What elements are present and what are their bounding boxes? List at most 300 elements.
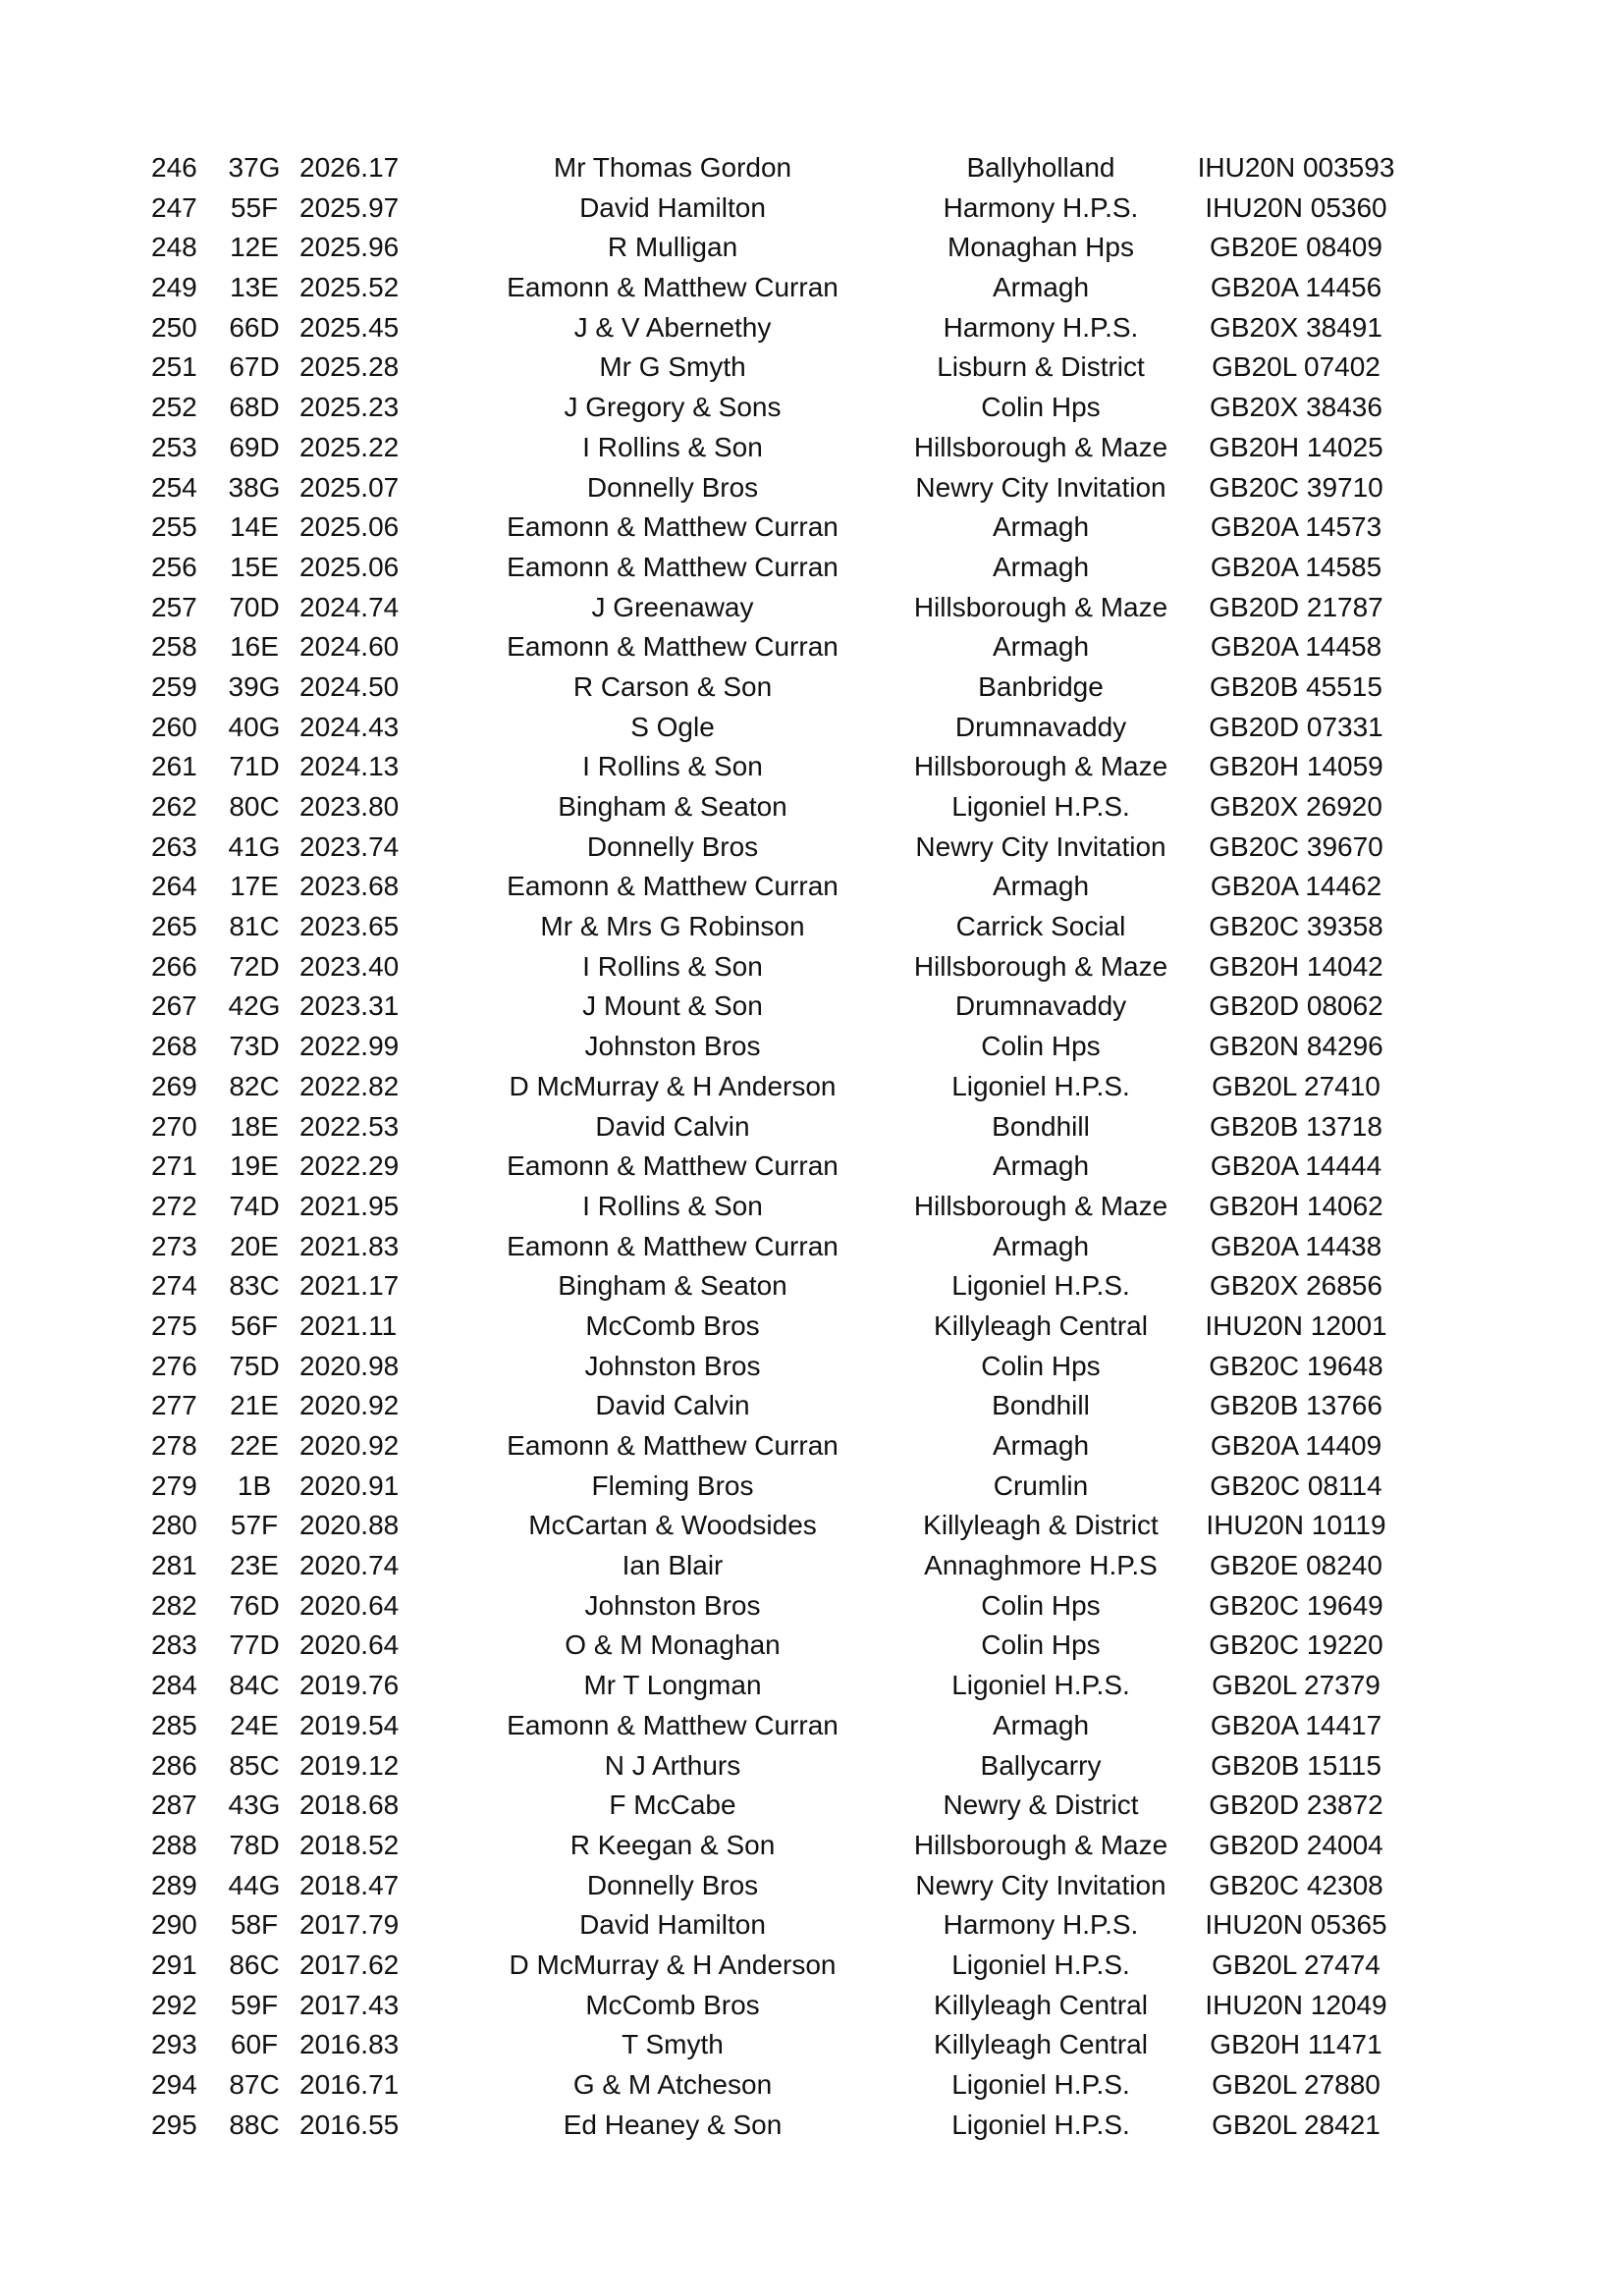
velocity-cell: 2020.74	[299, 1550, 400, 1581]
ring-number-cell: GB20D 08062	[1209, 990, 1383, 1022]
club-name-cell: Harmony H.P.S.	[943, 191, 1139, 223]
position-cell: 247	[151, 191, 197, 223]
club-name-cell: Crumlin	[993, 1469, 1089, 1501]
club-name-cell: Monaghan Hps	[947, 232, 1134, 263]
ring-number-cell: IHU20N 05360	[1205, 191, 1387, 223]
member-name-cell: S Ogle	[630, 711, 715, 742]
member-name-cell: I Rollins & Son	[582, 751, 763, 782]
club-name-cell: Drumnavaddy	[954, 990, 1127, 1022]
table-row	[137, 1786, 1414, 1826]
velocity-cell: 2022.99	[299, 1031, 400, 1062]
ring-number-cell: GB20L 07402	[1212, 351, 1380, 383]
position-cell: 267	[151, 990, 197, 1022]
entry-code-cell: 86C	[229, 1949, 280, 1980]
table-row	[137, 388, 1414, 428]
club-name-cell: Hillsborough & Maze	[913, 950, 1168, 982]
velocity-cell: 2025.06	[299, 511, 400, 543]
table-row	[137, 268, 1414, 308]
position-cell: 293	[151, 2029, 197, 2060]
position-cell: 295	[151, 2109, 197, 2140]
member-name-cell: Fleming Bros	[591, 1469, 754, 1501]
member-name-cell: Eamonn & Matthew Curran	[507, 1430, 839, 1461]
club-name-cell: Armagh	[992, 631, 1090, 663]
velocity-cell: 2020.88	[299, 1510, 400, 1541]
position-cell: 277	[151, 1390, 197, 1421]
entry-code-cell: 18E	[230, 1110, 279, 1142]
club-name-cell: Colin Hps	[981, 1629, 1101, 1661]
club-name-cell: Harmony H.P.S.	[943, 1909, 1139, 1941]
table-row	[137, 308, 1414, 348]
member-name-cell: R Carson & Son	[572, 670, 773, 702]
table-row	[137, 867, 1414, 907]
entry-code-cell: 23E	[230, 1550, 279, 1581]
table-row	[137, 1905, 1414, 1946]
ring-number-cell: GB20A 14417	[1210, 1709, 1382, 1740]
table-row	[137, 548, 1414, 588]
club-name-cell: Annaghmore H.P.S	[924, 1550, 1158, 1581]
position-cell: 265	[151, 911, 197, 942]
table-row	[137, 828, 1414, 868]
entry-code-cell: 81C	[229, 911, 280, 942]
position-cell: 279	[151, 1469, 197, 1501]
member-name-cell: David Calvin	[595, 1390, 750, 1421]
ring-number-cell: GB20N 84296	[1209, 1031, 1383, 1062]
member-name-cell: J Mount & Son	[582, 990, 763, 1022]
ring-number-cell: GB20A 14409	[1210, 1430, 1382, 1461]
table-row	[137, 627, 1414, 667]
club-name-cell: Ligoniel H.P.S.	[951, 791, 1130, 822]
entry-code-cell: 15E	[230, 551, 279, 582]
member-name-cell: I Rollins & Son	[582, 950, 763, 982]
entry-code-cell: 75D	[229, 1350, 280, 1381]
velocity-cell: 2026.17	[299, 152, 400, 183]
club-name-cell: Drumnavaddy	[954, 711, 1127, 742]
position-cell: 274	[151, 1270, 197, 1302]
ring-number-cell: GB20B 45515	[1210, 670, 1382, 702]
table-row	[137, 428, 1414, 468]
table-row	[137, 1626, 1414, 1666]
velocity-cell: 2018.52	[299, 1829, 400, 1860]
club-name-cell: Killyleagh Central	[934, 1309, 1148, 1341]
velocity-cell: 2016.71	[299, 2069, 400, 2100]
member-name-cell: McComb Bros	[585, 1989, 760, 2020]
member-name-cell: Johnston Bros	[584, 1350, 761, 1381]
ring-number-cell: GB20H 14025	[1209, 431, 1383, 462]
entry-code-cell: 59F	[230, 1989, 279, 2020]
entry-code-cell: 16E	[230, 631, 279, 663]
table-row	[137, 1506, 1414, 1546]
table-row	[137, 987, 1414, 1027]
entry-code-cell: 1B	[237, 1469, 272, 1501]
position-cell: 259	[151, 670, 197, 702]
table-row	[137, 1187, 1414, 1227]
position-cell: 257	[151, 591, 197, 622]
velocity-cell: 2025.45	[299, 311, 400, 343]
velocity-cell: 2023.68	[299, 871, 400, 902]
table-row	[137, 1307, 1414, 1347]
ring-number-cell: IHU20N 12049	[1205, 1989, 1387, 2020]
table-row	[137, 1706, 1414, 1746]
club-name-cell: Hillsborough & Maze	[913, 1190, 1168, 1221]
member-name-cell: Eamonn & Matthew Curran	[507, 272, 839, 303]
velocity-cell: 2024.13	[299, 751, 400, 782]
club-name-cell: Armagh	[992, 272, 1090, 303]
position-cell: 289	[151, 1869, 197, 1900]
ring-number-cell: GB20L 27410	[1212, 1070, 1380, 1101]
entry-code-cell: 67D	[229, 351, 280, 383]
club-name-cell: Hillsborough & Maze	[913, 591, 1168, 622]
entry-code-cell: 14E	[230, 511, 279, 543]
ring-number-cell: GB20C 39670	[1209, 830, 1383, 862]
entry-code-cell: 58F	[230, 1909, 279, 1941]
position-cell: 249	[151, 272, 197, 303]
table-row	[137, 588, 1414, 628]
club-name-cell: Killyleagh Central	[934, 1989, 1148, 2020]
position-cell: 252	[151, 392, 197, 423]
velocity-cell: 2020.92	[299, 1390, 400, 1421]
table-row	[137, 747, 1414, 787]
velocity-cell: 2018.68	[299, 1789, 400, 1821]
table-row	[137, 1386, 1414, 1426]
entry-code-cell: 39G	[228, 670, 281, 702]
member-name-cell: Eamonn & Matthew Curran	[507, 511, 839, 543]
entry-code-cell: 20E	[230, 1230, 279, 1261]
entry-code-cell: 76D	[229, 1589, 280, 1621]
entry-code-cell: 84C	[229, 1670, 280, 1701]
entry-code-cell: 22E	[230, 1430, 279, 1461]
member-name-cell: Eamonn & Matthew Curran	[507, 871, 839, 902]
position-cell: 250	[151, 311, 197, 343]
member-name-cell: N J Arthurs	[604, 1749, 741, 1781]
position-cell: 260	[151, 711, 197, 742]
club-name-cell: Armagh	[992, 1230, 1090, 1261]
club-name-cell: Newry City Invitation	[915, 471, 1166, 503]
entry-code-cell: 60F	[230, 2029, 279, 2060]
entry-code-cell: 41G	[228, 830, 281, 862]
table-row	[137, 1227, 1414, 1267]
table-row	[137, 1946, 1414, 1986]
entry-code-cell: 71D	[229, 751, 280, 782]
member-name-cell: D McMurray & H Anderson	[509, 1070, 837, 1101]
club-name-cell: Bondhill	[992, 1110, 1090, 1142]
member-name-cell: D McMurray & H Anderson	[509, 1949, 837, 1980]
velocity-cell: 2019.12	[299, 1749, 400, 1781]
velocity-cell: 2025.23	[299, 392, 400, 423]
member-name-cell: I Rollins & Son	[582, 1190, 763, 1221]
ring-number-cell: GB20L 27379	[1212, 1670, 1380, 1701]
table-row	[137, 1107, 1414, 1148]
member-name-cell: Eamonn & Matthew Curran	[507, 1709, 839, 1740]
velocity-cell: 2023.80	[299, 791, 400, 822]
table-row	[137, 148, 1414, 188]
position-cell: 290	[151, 1909, 197, 1941]
table-row	[137, 787, 1414, 828]
table-row	[137, 1546, 1414, 1586]
ring-number-cell: IHU20N 05365	[1205, 1909, 1387, 1941]
position-cell: 284	[151, 1670, 197, 1701]
velocity-cell: 2025.28	[299, 351, 400, 383]
position-cell: 288	[151, 1829, 197, 1860]
position-cell: 268	[151, 1031, 197, 1062]
entry-code-cell: 37G	[228, 152, 281, 183]
velocity-cell: 2021.95	[299, 1190, 400, 1221]
entry-code-cell: 88C	[229, 2109, 280, 2140]
ring-number-cell: GB20C 42308	[1209, 1869, 1383, 1900]
ring-number-cell: GB20B 15115	[1211, 1749, 1381, 1781]
entry-code-cell: 80C	[229, 791, 280, 822]
table-row	[137, 1266, 1414, 1307]
table-row	[137, 1067, 1414, 1107]
member-name-cell: G & M Atcheson	[572, 2069, 773, 2100]
club-name-cell: Bondhill	[992, 1390, 1090, 1421]
velocity-cell: 2019.54	[299, 1709, 400, 1740]
ring-number-cell: GB20B 13718	[1210, 1110, 1382, 1142]
ring-number-cell: GB20X 38436	[1210, 392, 1382, 423]
position-cell: 276	[151, 1350, 197, 1381]
club-name-cell: Armagh	[992, 871, 1090, 902]
ring-number-cell: GB20C 08114	[1210, 1469, 1382, 1501]
position-cell: 253	[151, 431, 197, 462]
table-row	[137, 507, 1414, 548]
entry-code-cell: 82C	[229, 1070, 280, 1101]
position-cell: 283	[151, 1629, 197, 1661]
ring-number-cell: GB20C 39710	[1209, 471, 1383, 503]
position-cell: 251	[151, 351, 197, 383]
member-name-cell: David Hamilton	[579, 1909, 766, 1941]
club-name-cell: Ligoniel H.P.S.	[951, 1270, 1130, 1302]
ring-number-cell: GB20D 24004	[1209, 1829, 1383, 1860]
position-cell: 287	[151, 1789, 197, 1821]
ring-number-cell: GB20L 27474	[1212, 1949, 1380, 1980]
ring-number-cell: GB20X 26856	[1210, 1270, 1382, 1302]
club-name-cell: Carrick Social	[955, 911, 1126, 942]
club-name-cell: Ballyholland	[966, 152, 1115, 183]
ring-number-cell: GB20A 14456	[1210, 272, 1382, 303]
ring-number-cell: GB20A 14462	[1210, 871, 1382, 902]
entry-code-cell: 38G	[228, 471, 281, 503]
velocity-cell: 2017.43	[299, 1989, 400, 2020]
entry-code-cell: 69D	[229, 431, 280, 462]
position-cell: 248	[151, 232, 197, 263]
velocity-cell: 2024.74	[299, 591, 400, 622]
member-name-cell: Mr G Smyth	[599, 351, 746, 383]
velocity-cell: 2023.74	[299, 830, 400, 862]
entry-code-cell: 68D	[229, 392, 280, 423]
table-row	[137, 1147, 1414, 1187]
velocity-cell: 2024.60	[299, 631, 400, 663]
velocity-cell: 2025.52	[299, 272, 400, 303]
entry-code-cell: 57F	[230, 1510, 279, 1541]
table-row	[137, 708, 1414, 748]
club-name-cell: Newry & District	[943, 1789, 1139, 1821]
position-cell: 273	[151, 1230, 197, 1261]
position-cell: 271	[151, 1150, 197, 1182]
position-cell: 262	[151, 791, 197, 822]
position-cell: 255	[151, 511, 197, 543]
position-cell: 261	[151, 751, 197, 782]
ring-number-cell: GB20H 14042	[1209, 950, 1383, 982]
entry-code-cell: 42G	[228, 990, 281, 1022]
velocity-cell: 2025.07	[299, 471, 400, 503]
table-row	[137, 1027, 1414, 1067]
member-name-cell: Eamonn & Matthew Curran	[507, 551, 839, 582]
ring-number-cell: GB20L 28421	[1212, 2109, 1380, 2140]
position-cell: 272	[151, 1190, 197, 1221]
member-name-cell: F McCabe	[609, 1789, 736, 1821]
entry-code-cell: 72D	[229, 950, 280, 982]
member-name-cell: J & V Abernethy	[573, 311, 772, 343]
member-name-cell: R Keegan & Son	[569, 1829, 776, 1860]
entry-code-cell: 85C	[229, 1749, 280, 1781]
table-row	[137, 347, 1414, 388]
ring-number-cell: GB20A 14458	[1210, 631, 1382, 663]
ring-number-cell: GB20D 21787	[1209, 591, 1383, 622]
table-row	[137, 1986, 1414, 2026]
ring-number-cell: GB20C 39358	[1209, 911, 1383, 942]
velocity-cell: 2023.40	[299, 950, 400, 982]
entry-code-cell: 56F	[230, 1309, 279, 1341]
entry-code-cell: 74D	[229, 1190, 280, 1221]
table-row	[137, 188, 1414, 229]
member-name-cell: Bingham & Seaton	[558, 1270, 787, 1302]
entry-code-cell: 40G	[228, 711, 281, 742]
table-row	[137, 1467, 1414, 1507]
velocity-cell: 2020.92	[299, 1430, 400, 1461]
club-name-cell: Lisburn & District	[937, 351, 1145, 383]
ring-number-cell: GB20X 38491	[1210, 311, 1382, 343]
club-name-cell: Armagh	[992, 1709, 1090, 1740]
club-name-cell: Banbridge	[978, 670, 1104, 702]
club-name-cell: Ligoniel H.P.S.	[951, 2069, 1130, 2100]
club-name-cell: Colin Hps	[981, 1350, 1101, 1381]
table-row	[137, 947, 1414, 988]
ring-number-cell: GB20E 08240	[1210, 1550, 1382, 1581]
club-name-cell: Ballycarry	[980, 1749, 1102, 1781]
club-name-cell: Ligoniel H.P.S.	[951, 2109, 1130, 2140]
ring-number-cell: GB20L 27880	[1212, 2069, 1380, 2100]
member-name-cell: Eamonn & Matthew Curran	[507, 1230, 839, 1261]
club-name-cell: Newry City Invitation	[915, 830, 1166, 862]
velocity-cell: 2020.91	[299, 1469, 400, 1501]
club-name-cell: Armagh	[992, 1150, 1090, 1182]
velocity-cell: 2018.47	[299, 1869, 400, 1900]
entry-code-cell: 66D	[229, 311, 280, 343]
table-row	[137, 1426, 1414, 1467]
club-name-cell: Armagh	[992, 551, 1090, 582]
member-name-cell: Ed Heaney & Son	[563, 2109, 783, 2140]
entry-code-cell: 17E	[230, 871, 279, 902]
entry-code-cell: 55F	[230, 191, 279, 223]
entry-code-cell: 73D	[229, 1031, 280, 1062]
club-name-cell: Hillsborough & Maze	[913, 431, 1168, 462]
ring-number-cell: GB20H 14059	[1209, 751, 1383, 782]
position-cell: 294	[151, 2069, 197, 2100]
position-cell: 246	[151, 152, 197, 183]
entry-code-cell: 77D	[229, 1629, 280, 1661]
position-cell: 291	[151, 1949, 197, 1980]
ring-number-cell: GB20A 14573	[1210, 511, 1382, 543]
club-name-cell: Newry City Invitation	[915, 1869, 1166, 1900]
club-name-cell: Ligoniel H.P.S.	[951, 1070, 1130, 1101]
member-name-cell: Mr T Longman	[583, 1670, 762, 1701]
velocity-cell: 2024.43	[299, 711, 400, 742]
position-cell: 266	[151, 950, 197, 982]
entry-code-cell: 43G	[228, 1789, 281, 1821]
velocity-cell: 2021.83	[299, 1230, 400, 1261]
ring-number-cell: GB20X 26920	[1210, 791, 1382, 822]
ring-number-cell: IHU20N 10119	[1206, 1510, 1386, 1541]
member-name-cell: Donnelly Bros	[586, 471, 759, 503]
member-name-cell: David Hamilton	[579, 191, 766, 223]
table-row	[137, 1746, 1414, 1787]
club-name-cell: Colin Hps	[981, 1589, 1101, 1621]
entry-code-cell: 44G	[228, 1869, 281, 1900]
ring-number-cell: GB20D 07331	[1209, 711, 1383, 742]
entry-code-cell: 78D	[229, 1829, 280, 1860]
member-name-cell: David Calvin	[595, 1110, 750, 1142]
entry-code-cell: 70D	[229, 591, 280, 622]
member-name-cell: Eamonn & Matthew Curran	[507, 1150, 839, 1182]
position-cell: 280	[151, 1510, 197, 1541]
member-name-cell: J Greenaway	[591, 591, 754, 622]
member-name-cell: McComb Bros	[585, 1309, 760, 1341]
velocity-cell: 2021.17	[299, 1270, 400, 1302]
velocity-cell: 2016.55	[299, 2109, 400, 2140]
ring-number-cell: GB20C 19220	[1209, 1629, 1383, 1661]
position-cell: 282	[151, 1589, 197, 1621]
table-row	[137, 468, 1414, 508]
member-name-cell: O & M Monaghan	[565, 1629, 781, 1661]
position-cell: 254	[151, 471, 197, 503]
table-row	[137, 907, 1414, 947]
position-cell: 270	[151, 1110, 197, 1142]
club-name-cell: Harmony H.P.S.	[943, 311, 1139, 343]
club-name-cell: Hillsborough & Maze	[913, 1829, 1168, 1860]
ring-number-cell: IHU20N 12001	[1205, 1309, 1387, 1341]
entry-code-cell: 12E	[230, 232, 279, 263]
member-name-cell: Bingham & Seaton	[558, 791, 787, 822]
velocity-cell: 2022.29	[299, 1150, 400, 1182]
velocity-cell: 2020.98	[299, 1350, 400, 1381]
club-name-cell: Colin Hps	[981, 392, 1101, 423]
club-name-cell: Hillsborough & Maze	[913, 751, 1168, 782]
velocity-cell: 2023.31	[299, 990, 400, 1022]
ring-number-cell: GB20E 08409	[1210, 232, 1382, 263]
position-cell: 263	[151, 830, 197, 862]
club-name-cell: Armagh	[992, 1430, 1090, 1461]
position-cell: 285	[151, 1709, 197, 1740]
velocity-cell: 2017.62	[299, 1949, 400, 1980]
position-cell: 281	[151, 1550, 197, 1581]
position-cell: 278	[151, 1430, 197, 1461]
ring-number-cell: GB20A 14444	[1210, 1150, 1382, 1182]
ring-number-cell: GB20H 14062	[1209, 1190, 1383, 1221]
member-name-cell: I Rollins & Son	[582, 431, 763, 462]
member-name-cell: Mr & Mrs G Robinson	[540, 911, 805, 942]
member-name-cell: Donnelly Bros	[586, 1869, 759, 1900]
position-cell: 269	[151, 1070, 197, 1101]
ring-number-cell: GB20A 14585	[1210, 551, 1382, 582]
position-cell: 292	[151, 1989, 197, 2020]
entry-code-cell: 19E	[230, 1150, 279, 1182]
velocity-cell: 2024.50	[299, 670, 400, 702]
entry-code-cell: 21E	[230, 1390, 279, 1421]
ring-number-cell: GB20D 23872	[1209, 1789, 1383, 1821]
member-name-cell: R Mulligan	[607, 232, 738, 263]
member-name-cell: Mr Thomas Gordon	[553, 152, 792, 183]
club-name-cell: Ligoniel H.P.S.	[951, 1949, 1130, 1980]
velocity-cell: 2025.97	[299, 191, 400, 223]
